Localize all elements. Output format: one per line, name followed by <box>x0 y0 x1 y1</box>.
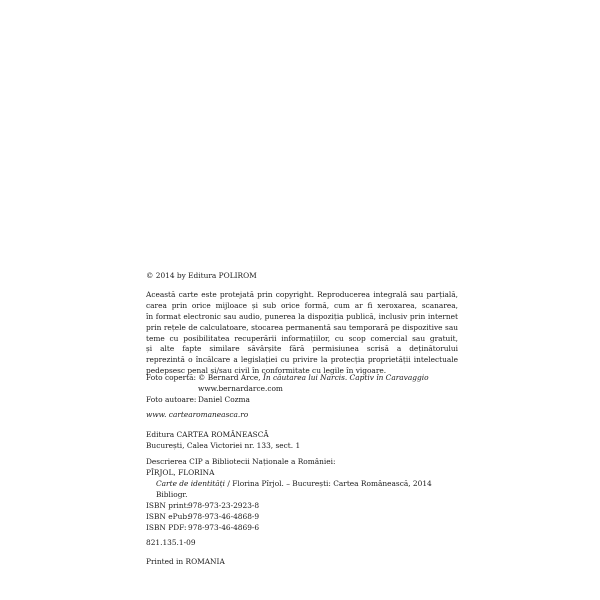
photo-credits <box>146 373 458 406</box>
isbn-label: ISBN PDF: <box>146 522 187 532</box>
legal-line: și alte fapte similare săvârșite fără permisiunea scrisă a deținătorului <box>146 344 458 354</box>
classification-code: 821.135.1-09 <box>146 538 196 547</box>
author-photo-credit <box>146 395 458 406</box>
legal-line: Această carte este protejată prin copyright. Reproducerea integrală sau parțială, <box>146 290 458 299</box>
cover-photo-title: În căutarea lui Narcis. Captiv în Caravaggio <box>262 373 429 382</box>
publisher-website-block <box>146 410 458 421</box>
classification-block <box>146 538 458 549</box>
cip-title: Carte de identități <box>156 478 226 488</box>
legal-line: reprezintă o încălcare a legislației cu privire la protecția proprietății intelectuale <box>146 355 458 365</box>
cip-heading: Descrierea CIP a Bibliotecii Naționale a României: <box>146 457 336 466</box>
isbn-pdf <box>146 523 458 534</box>
legal-line: carea prin orice mijloace și sub orice formă, cum ar fi xeroxarea, scanarea, <box>146 300 458 310</box>
copyright-notice <box>146 271 458 282</box>
cover-photo-credit <box>146 373 458 384</box>
isbn-label: ISBN ePub: <box>146 511 190 521</box>
isbn-value: 978-973-23-2923-8 <box>188 501 260 510</box>
isbn-label: ISBN print: <box>146 501 190 510</box>
legal-line: teme cu posibilitatea recuperării informațiilor, cu scop comercial sau gratuit, <box>146 333 458 343</box>
cip-bibliogr: Bibliogr. <box>156 489 188 499</box>
isbn-epub <box>146 512 458 523</box>
cover-photo-label: Foto copertă: <box>146 373 197 382</box>
isbn-value: 978-973-46-4869-6 <box>188 522 260 532</box>
printed-in: Printed in ROMANIA <box>146 557 225 566</box>
copyright-line: © 2014 by Editura POLIROM <box>146 271 257 280</box>
cover-photo-author: © Bernard Arce, <box>198 373 263 382</box>
author-photo-name: Daniel Cozma <box>198 394 250 404</box>
legal-line: în format electronic sau audio, punerea la dispoziția publică, inclusiv prin internet <box>146 311 458 321</box>
printed-block <box>146 557 458 568</box>
cover-photo-website: www.bernardarce.com <box>198 383 283 393</box>
legal-line: pedepsesc penal și/sau civil în conformitate cu legile în vigoare. <box>146 366 387 376</box>
cip-block <box>146 457 458 501</box>
publisher-address: București, Calea Victoriei nr. 133, sect. 1 <box>146 440 301 450</box>
cip-title-line <box>146 479 458 490</box>
publisher-name: Editura CARTEA ROMÂNEASCĂ <box>146 430 269 439</box>
author-photo-label: Foto autoare: <box>146 394 197 404</box>
isbn-block <box>146 501 458 534</box>
isbn-value: 978-973-46-4868-9 <box>188 511 260 521</box>
publisher-block <box>146 430 458 452</box>
legal-notice <box>146 290 458 377</box>
publisher-website: www. cartearomaneasca.ro <box>146 410 249 419</box>
isbn-print <box>146 501 458 512</box>
cip-author: PÎRJOL, FLORINA <box>146 467 215 477</box>
legal-line: prin rețele de calculatoare, stocarea permanentă sau temporară pe dispozitive sau <box>146 322 458 332</box>
cip-details: / Florina Pîrjol. – București: Cartea Românească, 2014 <box>225 478 432 488</box>
